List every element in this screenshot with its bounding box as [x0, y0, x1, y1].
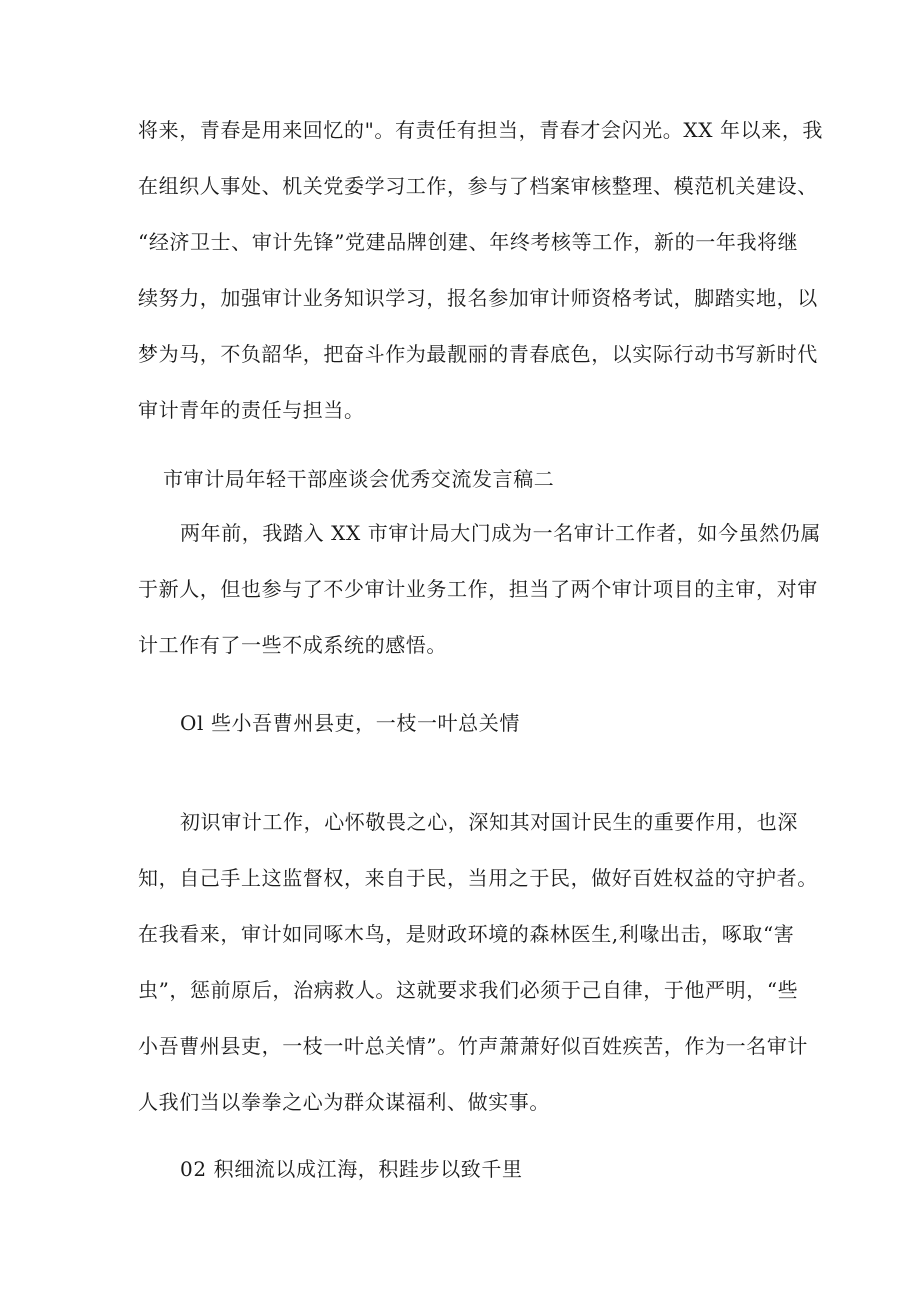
paragraph-line: 在我看来，审计如同啄木鸟，是财政环境的森林医生,利喙出击，啄取“害 — [138, 922, 795, 946]
paragraph-line: “经济卫士、审计先锋”党建品牌创建、年终考核等工作，新的一年我将继 — [138, 230, 799, 254]
paragraph-line: 人我们当以拳拳之心为群众谋福利、做实事。 — [138, 1090, 550, 1114]
paragraph-line: 小吾曹州县吏，一枝一叶总关情”。竹声萧萧好似百姓疾苦，作为一名审计 — [138, 1034, 809, 1058]
paragraph-line: 审计青年的责任与担当。 — [138, 398, 365, 422]
paragraph-line: 于新人，但也参与了不少审计业务工作，担当了两个审计项目的主审，对审 — [138, 577, 818, 601]
paragraph-line: 计工作有了一些不成系统的感悟。 — [138, 633, 447, 657]
paragraph-line: 初识审计工作，心怀敬畏之心，深知其对国计民生的重要作用，也深 — [180, 810, 798, 834]
section-title: 市审计局年轻干部座谈会优秀交流发言稿二 — [163, 467, 555, 491]
paragraph-line: 虫”，惩前原后，治病救人。这就要求我们必须于己自律，于他严明，“些 — [138, 978, 799, 1002]
paragraph-line: 知，自己手上这监督权，来自于民，当用之于民，做好百姓权益的守护者。 — [138, 866, 818, 890]
paragraph-line: 在组织人事处、机关党委学习工作，参与了档案审核整理、模范机关建设、 — [138, 174, 818, 198]
paragraph-line: 将来，青春是用来回忆的"。有责任有担当，青春才会闪光。XX 年以来，我 — [138, 118, 824, 142]
paragraph-line: 续努力，加强审计业务知识学习，报名参加审计师资格考试，脚踏实地，以 — [138, 286, 818, 310]
paragraph-line: 两年前，我踏入 XX 市审计局大门成为一名审计工作者，如今虽然仍属 — [180, 521, 821, 545]
subheading-1: Ol 些小吾曹州县吏，一枝一叶总关情 — [180, 711, 520, 735]
subheading-2: 02 积细流以成江海，积跬步以致千里 — [180, 1157, 523, 1181]
paragraph-line: 梦为马，不负韶华，把奋斗作为最靓丽的青春底色，以实际行动书写新时代 — [138, 342, 818, 366]
